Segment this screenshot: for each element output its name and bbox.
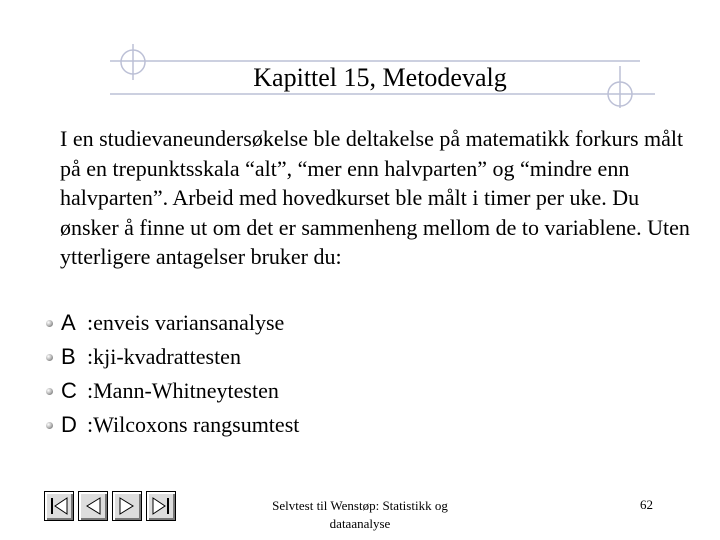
last-slide-icon bbox=[150, 495, 172, 517]
last-slide-button[interactable] bbox=[146, 491, 176, 521]
option-letter: B bbox=[61, 344, 76, 369]
slide-title: Kapittel 15, Metodevalg bbox=[253, 63, 507, 92]
footer-text: Selvtest til Wenstøp: Statistikk og dataanalyse bbox=[272, 498, 448, 531]
first-slide-icon bbox=[48, 495, 70, 517]
option-text: :Mann-Whitneytesten bbox=[87, 378, 279, 403]
question-text: I en studievaneundersøkelse ble deltakelse på matematikk forkurs målt på en trepunktsskala “alt”, “mer enn halvparten” og “mindre enn halvparten”. Arbeid med hovedkurset ble målt i timer per uke. Du ønsker å finne ut om det er sammenheng mellom de to variablene. Uten ytterligere antagelser bruker du: bbox=[60, 126, 690, 269]
option-c[interactable] bbox=[46, 374, 299, 408]
next-slide-button[interactable] bbox=[112, 491, 142, 521]
slide-navigation bbox=[44, 491, 176, 521]
next-slide-icon bbox=[116, 495, 138, 517]
page-number: 62 bbox=[640, 497, 653, 512]
bullet-icon bbox=[46, 388, 53, 395]
option-letter: D bbox=[61, 412, 77, 437]
first-slide-button[interactable] bbox=[44, 491, 74, 521]
option-b[interactable] bbox=[46, 340, 299, 374]
previous-slide-icon bbox=[82, 495, 104, 517]
bullet-icon bbox=[46, 320, 53, 327]
option-letter: A bbox=[61, 310, 76, 335]
option-letter: C bbox=[61, 378, 77, 403]
answer-options bbox=[46, 306, 299, 442]
option-a[interactable] bbox=[46, 306, 299, 340]
option-d[interactable] bbox=[46, 408, 299, 442]
option-text: :kji-kvadrattesten bbox=[87, 344, 241, 369]
bullet-icon bbox=[46, 422, 53, 429]
option-text: :Wilcoxons rangsumtest bbox=[87, 412, 300, 437]
option-text: :enveis variansanalyse bbox=[87, 310, 285, 335]
previous-slide-button[interactable] bbox=[78, 491, 108, 521]
bullet-icon bbox=[46, 354, 53, 361]
